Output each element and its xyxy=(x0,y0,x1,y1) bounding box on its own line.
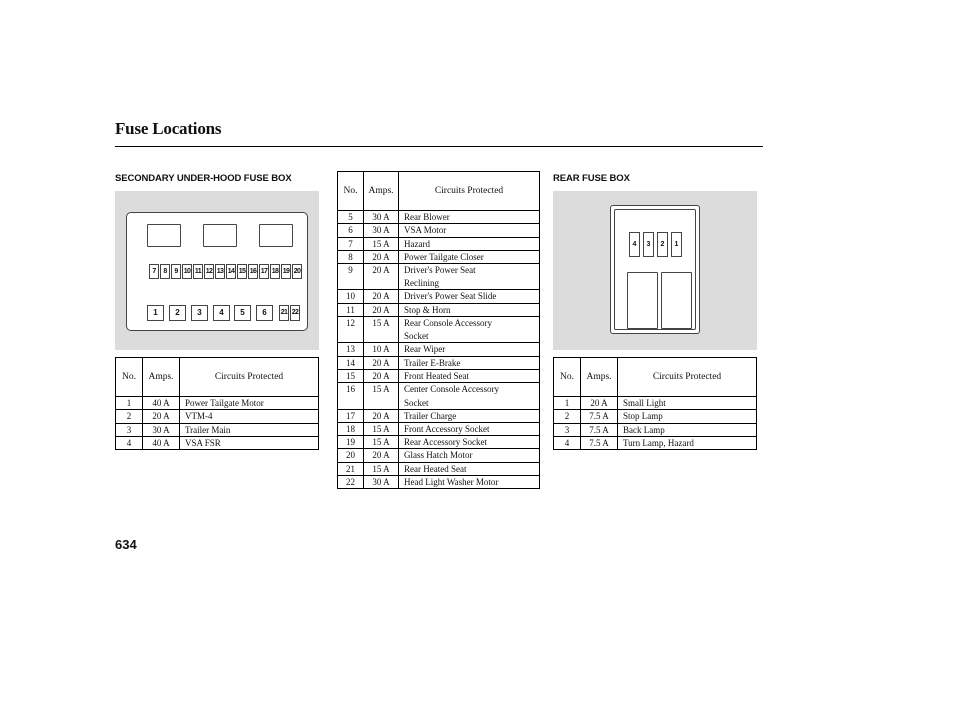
fuse-19: 19 xyxy=(281,264,291,279)
table-row xyxy=(116,397,319,410)
relay-slot xyxy=(661,272,692,329)
fuse-15: 15 xyxy=(237,264,247,279)
fuse-amps: 20 A xyxy=(143,410,180,423)
fuse-circuit: Trailer Main xyxy=(180,423,319,436)
fuse-circuit-line: Glass Hatch Motor xyxy=(404,450,473,461)
fuse-9: 9 xyxy=(171,264,181,279)
secondary-fuse-box-outline xyxy=(126,212,308,331)
fuse-amps: 30 A xyxy=(364,224,399,237)
fuse-no: 2 xyxy=(554,410,581,423)
fuse-3: 3 xyxy=(191,305,208,321)
fuse-18: 18 xyxy=(270,264,280,279)
header-circuits: Circuits Protected xyxy=(180,358,319,397)
fuse-circuit-line: Rear Accessory Socket xyxy=(404,437,487,448)
fuse-16: 16 xyxy=(248,264,258,279)
table-row xyxy=(554,423,757,436)
header-amps: Amps. xyxy=(581,358,618,397)
table-row xyxy=(338,356,540,369)
fuse-5: 5 xyxy=(234,305,251,321)
fuse-no: 8 xyxy=(338,250,364,263)
fuse-no: 15 xyxy=(338,369,364,382)
relay-slot xyxy=(147,224,181,247)
fuse-amps: 30 A xyxy=(364,476,399,489)
relay-slot xyxy=(203,224,237,247)
fuse-circuit xyxy=(399,290,540,303)
fuse-circuit: Stop Lamp xyxy=(618,410,757,423)
fuse-amps: 7.5 A xyxy=(581,436,618,449)
header-circuits: Circuits Protected xyxy=(618,358,757,397)
header-circuits: Circuits Protected xyxy=(399,172,540,211)
table-row xyxy=(338,462,540,475)
fuse-circuit xyxy=(399,369,540,382)
fuse-no: 6 xyxy=(338,224,364,237)
fuse-circuit-line: VSA Motor xyxy=(404,225,447,236)
fuse-circuit-line: Reclining xyxy=(404,278,439,289)
fuse-amps: 10 A xyxy=(364,343,399,356)
fuse-2: 2 xyxy=(169,305,186,321)
fuse-circuit-line: Rear Wiper xyxy=(404,344,446,355)
fuse-circuit-line: Trailer Charge xyxy=(404,410,457,421)
fuse-amps: 7.5 A xyxy=(581,410,618,423)
fuse-no: 10 xyxy=(338,290,364,303)
fuse-amps: 20 A xyxy=(364,250,399,263)
table-row xyxy=(116,423,319,436)
fuse-circuit-line: Rear Blower xyxy=(404,212,450,222)
fuse-circuit xyxy=(399,383,540,409)
fuse-no: 2 xyxy=(116,410,143,423)
table-row xyxy=(554,397,757,410)
fuse-10: 10 xyxy=(182,264,192,279)
header-amps: Amps. xyxy=(143,358,180,397)
fuse-1: 1 xyxy=(147,305,164,321)
fuse-no: 22 xyxy=(338,476,364,489)
fuse-no: 9 xyxy=(338,264,364,290)
main-fuse-table-body xyxy=(338,211,540,489)
table-row xyxy=(338,317,540,343)
fuse-circuit-line: Socket xyxy=(404,331,429,342)
table-header-row xyxy=(338,172,540,211)
table-row xyxy=(338,224,540,237)
fuse-circuit-line: Rear Heated Seat xyxy=(404,463,467,474)
table-row xyxy=(338,422,540,435)
table-row xyxy=(338,383,540,409)
fuse-no: 1 xyxy=(116,397,143,410)
fuse-no: 18 xyxy=(338,422,364,435)
table-row xyxy=(338,250,540,263)
fuse-circuit-line: Rear Console Accessory xyxy=(404,318,492,329)
table-header-row xyxy=(554,358,757,397)
table-row xyxy=(338,290,540,303)
rear-fuse-box-outline xyxy=(610,205,700,334)
fuse-amps: 30 A xyxy=(364,211,399,224)
fuse-no: 7 xyxy=(338,237,364,250)
fuse-circuit xyxy=(399,211,540,224)
fuse-no: 19 xyxy=(338,436,364,449)
fuse-circuit xyxy=(399,343,540,356)
table-row xyxy=(338,264,540,290)
table-row xyxy=(554,436,757,449)
fuse-amps: 15 A xyxy=(364,237,399,250)
fuse-no: 4 xyxy=(116,436,143,449)
table-row xyxy=(554,410,757,423)
table-row xyxy=(338,476,540,489)
fuse-amps: 20 A xyxy=(364,264,399,290)
fuse-4: 4 xyxy=(213,305,230,321)
rear-fuse-2: 2 xyxy=(657,232,668,257)
fuse-no: 5 xyxy=(338,211,364,224)
fuse-no: 1 xyxy=(554,397,581,410)
header-no: No. xyxy=(338,172,364,211)
fuse-8: 8 xyxy=(160,264,170,279)
fuse-amps: 20 A xyxy=(364,369,399,382)
fuse-20: 20 xyxy=(292,264,302,279)
fuse-amps: 15 A xyxy=(364,317,399,343)
fuse-circuit xyxy=(399,449,540,462)
fuse-circuit xyxy=(399,237,540,250)
table-row xyxy=(338,436,540,449)
table-row xyxy=(116,410,319,423)
fuse-no: 14 xyxy=(338,356,364,369)
fuse-circuit xyxy=(399,476,540,489)
fuse-amps: 40 A xyxy=(143,436,180,449)
fuse-circuit-line: Driver's Power Seat xyxy=(404,265,476,276)
fuse-circuit-line: Head Light Washer Motor xyxy=(404,477,499,488)
fuse-circuit-line: Center Console Accessory xyxy=(404,384,499,395)
fuse-circuit-line: Power Tailgate Closer xyxy=(404,251,484,262)
fuse-no: 3 xyxy=(554,423,581,436)
fuse-14: 14 xyxy=(226,264,236,279)
page-title: Fuse Locations xyxy=(115,119,222,138)
fuse-circuit-line: Socket xyxy=(404,397,429,408)
fuse-amps: 40 A xyxy=(143,397,180,410)
fuse-no: 16 xyxy=(338,383,364,409)
fuse-amps: 15 A xyxy=(364,422,399,435)
fuse-circuit: Back Lamp xyxy=(618,423,757,436)
table-header-row xyxy=(116,358,319,397)
fuse-amps: 15 A xyxy=(364,436,399,449)
fuse-circuit xyxy=(399,436,540,449)
relay-slot xyxy=(627,272,658,329)
fuse-circuit: VTM-4 xyxy=(180,410,319,423)
fuse-12: 12 xyxy=(204,264,214,279)
rear-fuse-3: 3 xyxy=(643,232,654,257)
fuse-no: 12 xyxy=(338,317,364,343)
fuse-6: 6 xyxy=(256,305,273,321)
relay-slot xyxy=(259,224,293,247)
fuse-amps: 20 A xyxy=(364,290,399,303)
fuse-13: 13 xyxy=(215,264,225,279)
table-row xyxy=(338,211,540,224)
fuse-circuit xyxy=(399,462,540,475)
fuse-amps: 20 A xyxy=(364,409,399,422)
fuse-circuit xyxy=(399,224,540,237)
fuse-no: 20 xyxy=(338,449,364,462)
rear-fuse-box-diagram xyxy=(553,191,757,350)
secondary-fuse-box-diagram xyxy=(115,191,319,350)
fuse-amps: 20 A xyxy=(581,397,618,410)
page-number: 634 xyxy=(115,537,137,552)
header-amps: Amps. xyxy=(364,172,399,211)
fuse-amps: 20 A xyxy=(364,356,399,369)
fuse-circuit xyxy=(399,317,540,343)
fuse-7: 7 xyxy=(149,264,159,279)
fuse-22: 22 xyxy=(290,305,300,321)
fuse-no: 3 xyxy=(116,423,143,436)
fuse-circuit xyxy=(399,250,540,263)
fuse-amps: 15 A xyxy=(364,462,399,475)
fuse-circuit-line: Stop & Horn xyxy=(404,304,451,315)
fuse-21: 21 xyxy=(279,305,289,321)
table-row xyxy=(338,449,540,462)
fuse-circuit: Turn Lamp, Hazard xyxy=(618,436,757,449)
main-fuse-table xyxy=(337,171,540,489)
title-rule xyxy=(115,146,763,147)
fuse-circuit: Power Tailgate Motor xyxy=(180,397,319,410)
table-row xyxy=(116,436,319,449)
fuse-circuit-line: Front Heated Seat xyxy=(404,370,469,381)
fuse-circuit xyxy=(399,356,540,369)
fuse-no: 13 xyxy=(338,343,364,356)
fuse-amps: 15 A xyxy=(364,383,399,409)
fuse-circuit-line: Hazard xyxy=(404,238,430,249)
rear-fuse-4: 4 xyxy=(629,232,640,257)
table-row xyxy=(338,237,540,250)
rear-fuse-box-inner xyxy=(614,209,696,330)
fuse-circuit xyxy=(399,264,540,290)
fuse-circuit xyxy=(399,303,540,316)
rear-fuse-table xyxy=(553,357,757,450)
fuse-no: 17 xyxy=(338,409,364,422)
fuse-amps: 7.5 A xyxy=(581,423,618,436)
header-no: No. xyxy=(116,358,143,397)
fuse-amps: 20 A xyxy=(364,303,399,316)
fuse-amps: 20 A xyxy=(364,449,399,462)
fuse-no: 4 xyxy=(554,436,581,449)
fuse-circuit xyxy=(399,409,540,422)
table-row xyxy=(338,409,540,422)
header-no: No. xyxy=(554,358,581,397)
fuse-17: 17 xyxy=(259,264,269,279)
table-row xyxy=(338,369,540,382)
rear-fuse-box-label: REAR FUSE BOX xyxy=(553,173,630,184)
table-row xyxy=(338,343,540,356)
fuse-no: 21 xyxy=(338,462,364,475)
fuse-circuit-line: Driver's Power Seat Slide xyxy=(404,291,497,302)
fuse-no: 11 xyxy=(338,303,364,316)
fuse-circuit: VSA FSR xyxy=(180,436,319,449)
table-row xyxy=(338,303,540,316)
fuse-circuit xyxy=(399,422,540,435)
fuse-circuit-line: Front Accessory Socket xyxy=(404,423,490,434)
secondary-fuse-table xyxy=(115,357,319,450)
fuse-amps: 30 A xyxy=(143,423,180,436)
fuse-circuit-line: Trailer E-Brake xyxy=(404,357,461,368)
fuse-11: 11 xyxy=(193,264,203,279)
rear-fuse-1: 1 xyxy=(671,232,682,257)
fuse-circuit: Small Light xyxy=(618,397,757,410)
secondary-fuse-box-label: SECONDARY UNDER-HOOD FUSE BOX xyxy=(115,173,292,184)
